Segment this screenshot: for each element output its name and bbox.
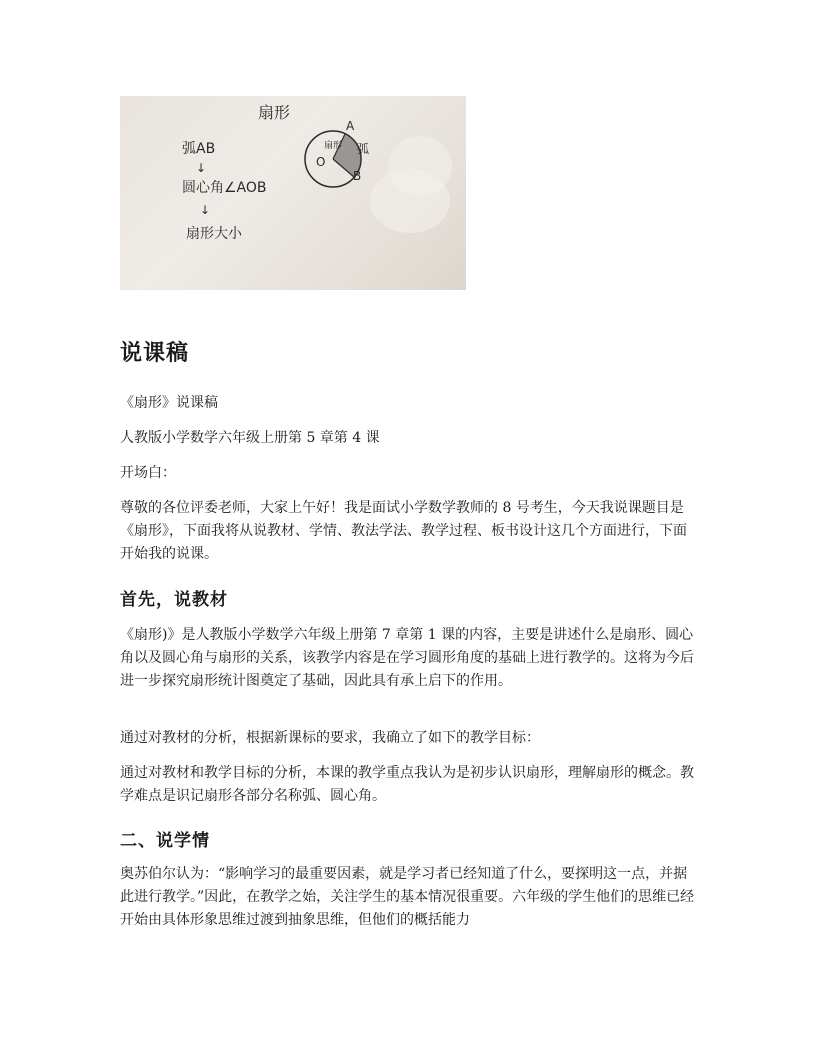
document-subtitle: 《扇形》说课稿 — [120, 395, 218, 411]
light-reflection — [370, 169, 450, 233]
center-o-label: O — [316, 155, 326, 169]
document-heading: 说课稿 — [120, 341, 190, 366]
sketch-title: 扇形 — [258, 103, 291, 122]
flow-item-sector-size: 扇形大小 — [186, 226, 242, 242]
point-b-label: B — [353, 169, 362, 183]
opening-label: 开场白： — [120, 465, 176, 481]
flow-arrow: ↓ — [196, 161, 207, 175]
textbook-paragraph-2: 通过对教材的分析，根据新课标的要求，我确立了如下的教学目标： — [120, 730, 540, 746]
student-analysis-paragraph: 奥苏伯尔认为：“影响学习的最重要因素，就是学习者已经知道了什么，要探明这一点，并据此进行教学。”因此，在教学之始，关注学生的基本情况很重要。六年级的学生他们的思维已经开始由具体形象思维过渡到抽象思维，但他们的概括能力 — [120, 866, 695, 928]
flow-arrow: ↓ — [200, 203, 211, 217]
sector-label: 扇形 — [324, 141, 343, 151]
flow-item-central-angle: 圆心角∠AOB — [182, 180, 267, 196]
flow-item-arc: 弧AB — [182, 141, 216, 157]
arc-label: 弧 — [357, 142, 370, 156]
point-a-label: A — [346, 119, 355, 133]
textbook-paragraph-1: 《扇形)》是人教版小学数学六年级上册第 7 章第 1 课的内容，主要是讲述什么是扇形、圆心角以及圆心角与扇形的关系，该教学内容是在学习圆形角度的基础上进行教学的。这将为今后进一步探究扇形统计图奠定了基础，因此具有承上启下的作用。 — [120, 627, 694, 689]
textbook-paragraph-3: 通过对教材和教学目标的分析，本课的教学重点我认为是初步认识扇形，理解扇形的概念。教学难点是识记扇形各部分名称弧、圆心角。 — [120, 765, 694, 804]
section-heading-student-analysis: 二、说学情 — [120, 831, 210, 851]
opening-paragraph: 尊敬的各位评委老师，大家上午好！我是面试小学数学教师的 8 号考生，今天我说课题目是《扇形》，下面我将从说教材、学情、教法学法、教学过程、板书设计这几个方面进行，下面开始我的说课。 — [120, 500, 687, 562]
section-heading-textbook: 首先，说教材 — [120, 590, 228, 610]
textbook-info: 人教版小学数学六年级上册第 5 章第 4 课 — [120, 430, 380, 446]
handwritten-sketch — [120, 96, 466, 290]
whiteboard-photo — [120, 96, 466, 290]
